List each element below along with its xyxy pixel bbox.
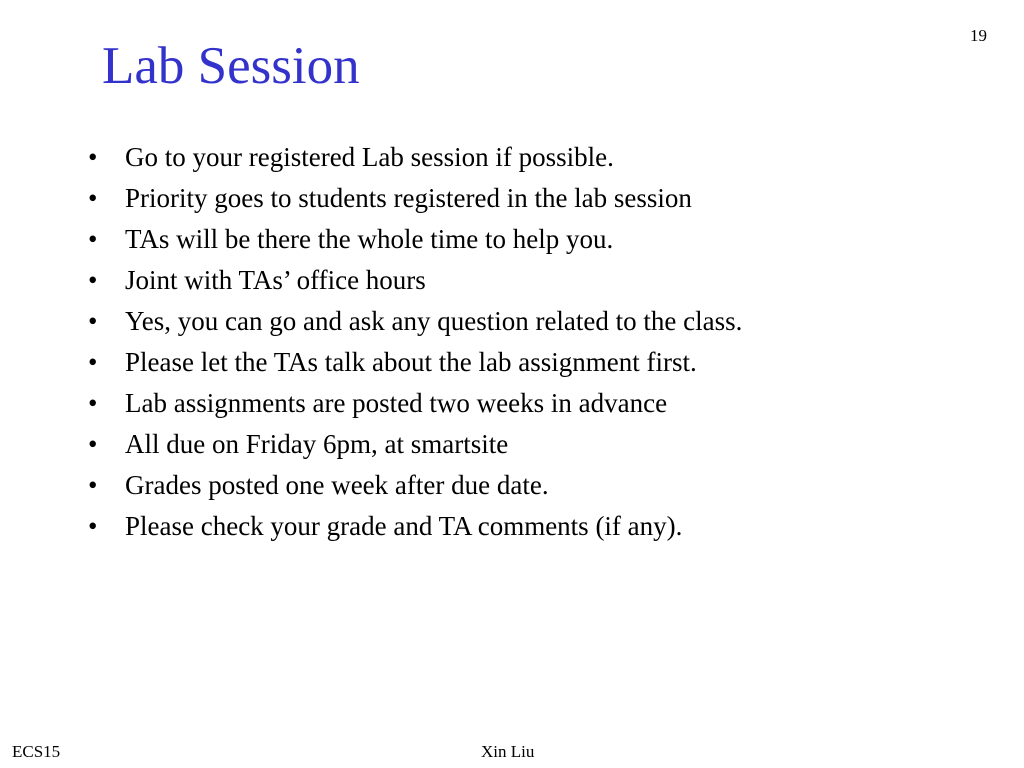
- bullet-text: Please check your grade and TA comments (if any).: [125, 511, 683, 541]
- footer-course: ECS15: [12, 742, 61, 761]
- bullet-icon: •: [88, 511, 98, 541]
- bullet-item: [88, 506, 988, 547]
- bullet-icon: •: [88, 265, 98, 295]
- bullet-list: [88, 137, 988, 547]
- bullet-icon: •: [88, 142, 98, 172]
- bullet-item: [88, 383, 988, 424]
- bullet-icon: •: [88, 183, 98, 213]
- bullet-item: [88, 137, 988, 178]
- bullet-item: [88, 301, 988, 342]
- footer-author: Xin Liu: [481, 742, 535, 761]
- bullet-icon: •: [88, 429, 98, 459]
- bullet-icon: •: [88, 388, 98, 418]
- page-number: 19: [970, 26, 987, 45]
- bullet-text: Lab assignments are posted two weeks in advance: [125, 388, 668, 418]
- bullet-item: [88, 424, 988, 465]
- bullet-item: [88, 342, 988, 383]
- bullet-text: Priority goes to students registered in the lab session: [125, 183, 692, 213]
- bullet-text: Please let the TAs talk about the lab assignment first.: [125, 347, 697, 377]
- bullet-item: [88, 219, 988, 260]
- bullet-icon: •: [88, 347, 98, 377]
- bullet-text: Yes, you can go and ask any question related to the class.: [125, 306, 743, 336]
- bullet-item: [88, 465, 988, 506]
- bullet-text: Go to your registered Lab session if possible.: [125, 142, 614, 172]
- bullet-icon: •: [88, 224, 98, 254]
- bullet-text: TAs will be there the whole time to help you.: [125, 224, 614, 254]
- bullet-text: Joint with TAs’ office hours: [125, 265, 426, 295]
- slide-title: Lab Session: [102, 37, 360, 95]
- bullet-text: Grades posted one week after due date.: [125, 470, 549, 500]
- bullet-item: [88, 178, 988, 219]
- bullet-text: All due on Friday 6pm, at smartsite: [125, 429, 509, 459]
- bullet-item: [88, 260, 988, 301]
- bullet-icon: •: [88, 306, 98, 336]
- bullet-icon: •: [88, 470, 98, 500]
